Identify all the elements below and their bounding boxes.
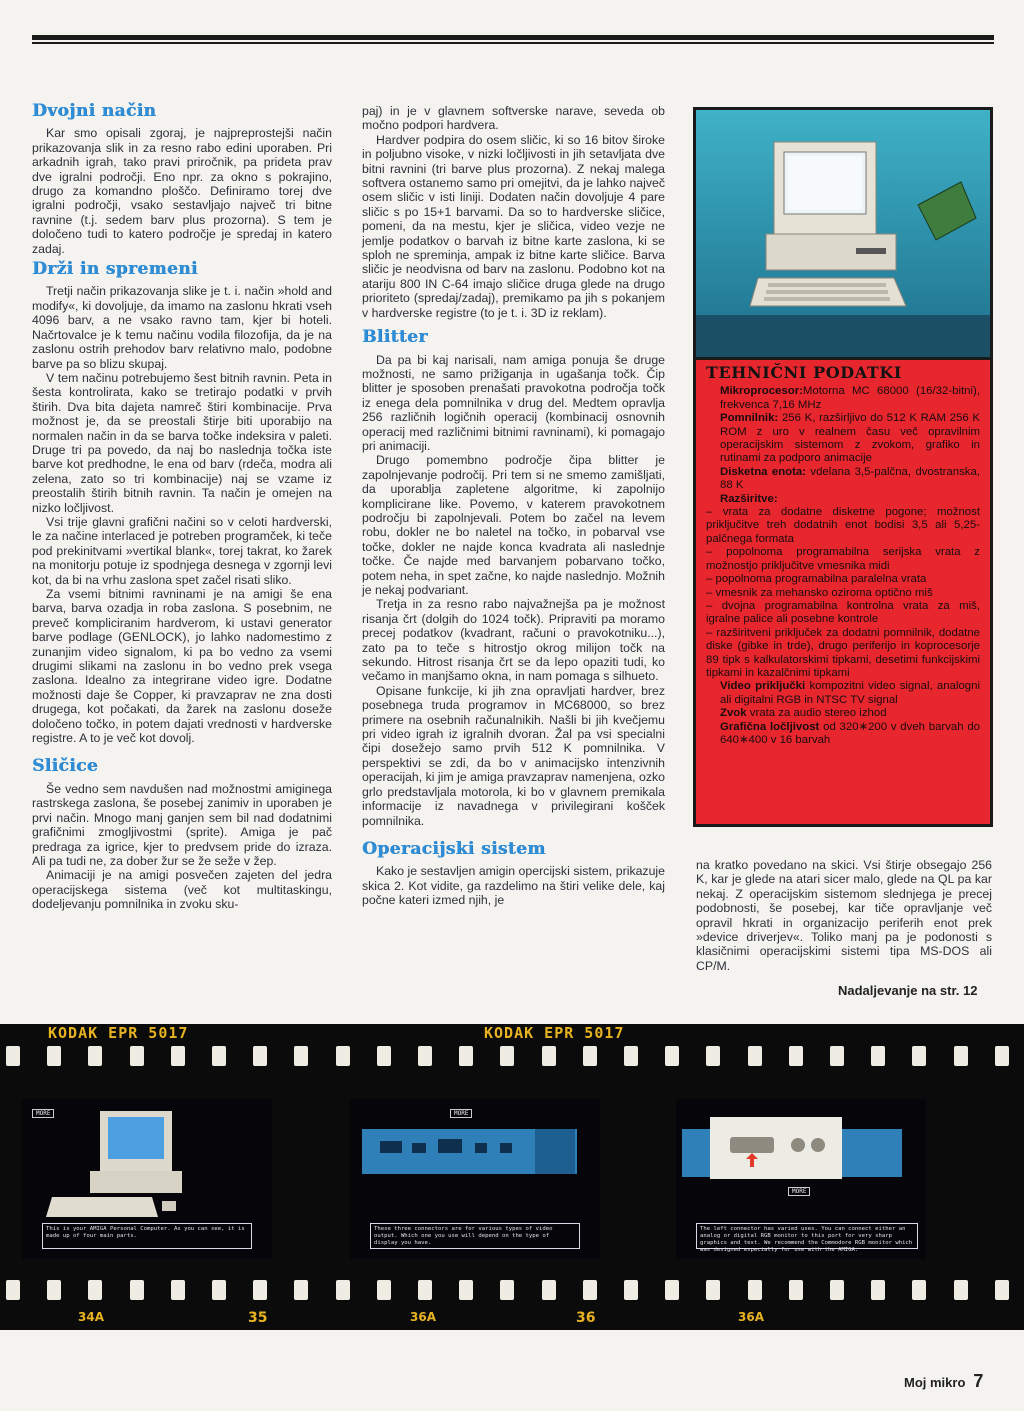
film-perforation: [995, 1280, 1009, 1300]
film-perforation: [830, 1046, 844, 1066]
spec-value: od 320∗200 v dveh barvah do 640∗400 v 16 barvah: [720, 720, 980, 746]
film-perforation: [459, 1280, 473, 1300]
top-rule-thin: [32, 42, 994, 44]
column-2: [362, 104, 665, 908]
film-perforation: [336, 1280, 350, 1300]
paragraph: paj) in je v glavnem softverske narave, seveda ob močno podpori hardvera.: [362, 104, 665, 133]
spec-value: Motorna MC 68000 (16/32-bitni), frekvenca 7,16 MHz: [720, 385, 980, 411]
film-perforation: [294, 1046, 308, 1066]
film-perforation: [336, 1046, 350, 1066]
film-perforation: [830, 1280, 844, 1300]
film-perforation: [418, 1046, 432, 1066]
film-perforation: [583, 1280, 597, 1300]
continued-note: Nadaljevanje na str. 12: [838, 983, 978, 998]
film-perforation: [253, 1280, 267, 1300]
film-perforation: [171, 1046, 185, 1066]
film-perforation: [624, 1280, 638, 1300]
spec-expansion-item: – vrata za dodatne disketne pogone; možnost priključitve treh dodatnih enot bodisi 3,5 ali 5,25-palčnega formata: [706, 506, 980, 545]
paragraph: Opisane funkcije, ki jih zna opravljati hardver, brez posebnega truda programov in MC68000, so brez primere na osebnih računalnikih. Našli bi jih kvečjemu pri video igrah iz igralnih dvoran. Žal pa vsi specialni čipi dosežejo samo prvih 512 K pomnilnika. V perspektivi se zdi, da bo v animacijsko intenzivnih operacijah, ki jim je amiga pravzaprav namenjena, ozko grlo predstavljala motorola, ki bo v glavnem premikala informacije iz navadnega v privilegirani košček pomnilnika.: [362, 683, 665, 828]
spec-expansion-item: – popolnoma programabilna paralelna vrata: [706, 573, 927, 586]
paragraph: Tretji način prikazovanja slike je t. i. način »hold and modify«, ki dovoljuje, da imamo na zaslonu hkrati vseh 4096 barv, a ne vsako ravno tam, kjer bi hoteli. Načrtovalce je k temu načinu vodila filozofija, da je na zaslonu ostrih prehodov barv relativno malo, podobne barve pa so blizu skupaj.: [32, 284, 332, 371]
page-number: 7: [973, 1371, 984, 1391]
amiga-computer-illustration: [696, 110, 990, 358]
frame-caption: This is your AMIGA Personal Computer. As you can see, it is made up of four main parts.: [42, 1223, 252, 1249]
film-perforation: [500, 1280, 514, 1300]
magazine-name: Moj mikro: [904, 1375, 966, 1390]
film-perforation: [912, 1280, 926, 1300]
film-perforation: [130, 1046, 144, 1066]
heading-operacijski-sistem: Operacijski sistem: [362, 838, 546, 859]
film-perforation: [542, 1280, 556, 1300]
spec-expansion-item: – vmesnik za mehansko oziroma optično miš: [706, 586, 933, 599]
frame-number: 34A: [78, 1310, 104, 1324]
spec-graphics: [706, 721, 980, 748]
film-perforation: [6, 1280, 20, 1300]
spec-value: 256 K, razširljivo do 512 K RAM 256 K ROM z uro v realnem času več opravilnim operacijskim sistemom z zvokom, grafiko in rutinami za podporo animacije: [720, 412, 980, 465]
film-perforation: [459, 1046, 473, 1066]
heading-drzi-in-spremeni: Drži in spremeni: [32, 259, 198, 280]
film-perforation: [871, 1280, 885, 1300]
column-1: [32, 101, 332, 912]
spec-label: Pomnilnik:: [720, 412, 779, 425]
film-perforation: [954, 1280, 968, 1300]
spec-expansion-item: – dvojna programabilna kontrolna vrata za miš, igralne palice ali posebne kontrole: [706, 599, 980, 626]
film-perforation: [954, 1046, 968, 1066]
frame-caption: These three connectors are for various types of video output. Which one you use will depend on the type of display you have.: [370, 1223, 580, 1249]
film-perforation: [47, 1280, 61, 1300]
paragraph: Animaciji je na amigi posvečen zajeten del jedra operacijskega sistema (več kot multitaskingu, dodeljevanju pomnilnika in zvoku sku-: [32, 868, 332, 912]
film-perforation: [212, 1280, 226, 1300]
frame-number: 36A: [410, 1310, 436, 1324]
spec-disk: [706, 466, 980, 493]
page-footer: [904, 1371, 983, 1392]
more-label: MORE: [450, 1109, 472, 1118]
film-perforation: [253, 1046, 267, 1066]
spec-expansion-item: – razširitveni priključek za dodatni pomnilnik, dodatne diske (gibke in trde), drugo periferijo in koprocesorje 89 tipk s kalkulatorskimi tipkami, desetimi funkcijskimi tipkami in kazalčnimi tipkami: [706, 626, 980, 679]
technical-specs-box: [693, 357, 993, 827]
film-perforation: [871, 1046, 885, 1066]
film-perforation: [789, 1046, 803, 1066]
paragraph: Tretja in za resno rabo najvažnejša pa je možnost risanja črt (dolgih do 1024 točk). Pripraviti pa moramo precej podatkov (kvadrant, računi o pravokotniku...), zato pa to teče s hitrostjo okrog milijon točk na sekundo. Hitrost risanja črt se da lepo opaziti tudi, ko večamo in manjšamo okna, in nam pomaga s silhueto.: [362, 597, 665, 684]
paragraph: Za vsemi bitnimi ravninami je na amigi še ena barva, barva ozadja in roba zaslona. S posebnim, ne preveč kompliciranim hardverom, ki ustavi generator barve podlage (GENLOCK), jo lahko nadomestimo z zunanjim video signalom, ki pa bo vedno za vsemi drugimi slikami na zaslonu in bo vedno prek vsega zaslona. Idealno za integrirane video igre. Dodatne možnosti daje še Copper, ki pravzaprav ne zna dosti drugega, kot počakati, da žarek na zaslonu doseže določeno točko, in potem dajati vrednosti v hardverske registre. A to je več kot dovolj.: [32, 587, 332, 746]
film-strip: [0, 1024, 1024, 1330]
paragraph: V tem načinu potrebujemo šest bitnih ravnin. Peta in šesta kontrolirata, kako se tretirajo podatki v prvih štirih. Dva bita dajeta namreč štiri kombinacije. Prva možnost je, da se preostali štirje biti uporabijo na normalen način in da se barva točke indeksira v paleti. Druge tri pa povedo, da naj bo naslednja točka iste barve kot predhodne, le ena od barv (rdeča, modra ali zelena, zato so tri kombinacije) naj se vzame iz preostalih štirih bitnih ravnin. Ta način je omejen na nizko ločljivost.: [32, 370, 332, 515]
film-perforation: [706, 1280, 720, 1300]
film-edge-print: KODAK EPR 5017: [48, 1024, 189, 1042]
film-perforation: [748, 1046, 762, 1066]
spec-label: Zvok: [720, 707, 747, 720]
spec-label: Disketna enota:: [720, 465, 807, 478]
paragraph: Kar smo opisali zgoraj, je najpreprostejši način prikazovanja slik in za resno rabo edini uporaben. Pri arkadnih igrah, tako pravi priročnik, pa prideta prav dve igralni področji. Eno npr. za okno s pokrajino, drugo za komandno ploščo. Definiramo torej dve igralni področji, vsako sestavljajo največ tri bitne ravnine (t.j. sedem barv plus prozorna). S tem je določeno tudi to katero področje je spredaj in katero zadaj.: [32, 126, 332, 256]
spec-label: Grafična ločljivost: [720, 720, 820, 733]
heading-dvojni-nacin: Dvojni način: [32, 101, 157, 121]
film-perforation: [789, 1280, 803, 1300]
film-perforation: [665, 1046, 679, 1066]
film-perforation: [500, 1046, 514, 1066]
amiga-computer-icon: [22, 1099, 272, 1219]
film-perforation: [377, 1046, 391, 1066]
column-3: [696, 858, 992, 973]
more-label: MORE: [32, 1109, 54, 1118]
spec-sound: [706, 707, 980, 720]
rgb-connector-icon: [676, 1099, 926, 1219]
spec-memory: [706, 412, 980, 466]
film-frame-3: [676, 1099, 926, 1259]
spec-video: [706, 680, 980, 707]
spec-value: kompozitni video signal, analogni ali digitalni RGB in NTSC TV signal: [720, 680, 981, 706]
spec-expansion-item: – popolnoma programabilna serijska vrata z možnostjo priključitve vmesnika midi: [706, 546, 980, 572]
paragraph: Vsi trije glavni grafični načini so v celoti hardverski, le za načine interlaced je potreben programček, ki teče pod prekinitvami »vertikal blank«, torej takrat, ko žarek na monitorju potuje iz spodnjega desnega v zgornji levi kot, da bi na vrhu zaslona spet začel risati sliko.: [32, 514, 332, 587]
spec-expansions-label: [706, 493, 980, 506]
spec-cpu: [706, 385, 980, 412]
film-perforation: [377, 1280, 391, 1300]
paragraph: Drugo pomembno področje čipa blitter je zapolnjevanje področij. Pri tem si ne smemo zamišljati, da uporablja zapletene algoritme, ki zapolnijo komplicirane like. Povemo, v katerem pravokotnem področju bi zapolnjevali. Potem bo začel na levem robu, dokler ne bo naletel na točko, in pobarval vse točke, dokler ne najde konca kvadrata ali naslednje točke. Če najde med barvanjem pobarvano točko, potem neha, in spet začne, ko najde naslednjo. Možnih je nekaj podvariant.: [362, 453, 665, 597]
rear-panel-connectors-icon: [350, 1099, 600, 1219]
paragraph: Še vedno sem navdušen nad možnostmi amiginega rastrskega zaslona, še posebej zanimiv in uporaben je prvi način. Mnogo manj ganjen sem bil nad dodatnimi grafičnimi zmogljivostmi (sprite). Amiga je pač predraga za igrice, kjer to predvsem pride do izraza. Ali pa tudi ne, za dober žur se že seže v žep.: [32, 781, 332, 868]
frame-caption: The left connector has varied uses. You can connect either an analog or digital RGB monitor to this port for very sharp graphics and text. We recommend the Commodore RGB monitor which was designed especially for use with the AMIGA.: [696, 1223, 918, 1249]
paragraph: Da pa bi kaj narisali, nam amiga ponuja še druge možnosti, ne samo prižiganja in ugašanja točk. Čip blitter je sposoben prenašati pravokotna področja točk iz enega dela pomnilnika v drug del. Medtem opravlja 256 različnih logičnih operacij (kombinacij osnovnih operacij med različnimi bitnimi ravninami), ki pomagajo pri animaciji.: [362, 352, 665, 453]
film-perforation: [88, 1046, 102, 1066]
film-perforation: [88, 1280, 102, 1300]
film-perforation: [706, 1046, 720, 1066]
film-perforation: [130, 1280, 144, 1300]
spec-label: Video priključki: [720, 680, 806, 693]
film-perforation: [748, 1280, 762, 1300]
film-frame-2: [350, 1099, 600, 1259]
paragraph: Kako je sestavljen amigin opercijski sistem, prikazuje skica 2. Kot vidite, ga razdelimo na štiri velike dele, kaj počne kateri izmed njih, je: [362, 864, 665, 908]
spec-label: Razširitve:: [720, 492, 778, 505]
film-perforation: [583, 1046, 597, 1066]
film-perforation: [665, 1280, 679, 1300]
heading-slicice: Sličice: [32, 756, 98, 777]
specs-title: TEHNIČNI PODATKI: [706, 363, 903, 382]
heading-blitter: Blitter: [362, 327, 428, 348]
film-perforation: [418, 1280, 432, 1300]
film-perforation: [294, 1280, 308, 1300]
spec-value: vdelana 3,5-palčna, dvostranska, 88 K: [720, 465, 980, 492]
film-perforation: [47, 1046, 61, 1066]
frame-number: 35: [248, 1310, 268, 1326]
film-perforation: [6, 1046, 20, 1066]
more-label: MORE: [788, 1187, 810, 1196]
top-rule: [32, 35, 994, 40]
film-frame-1: [22, 1099, 272, 1259]
film-perforation: [995, 1046, 1009, 1066]
paragraph: na kratko povedano na skici. Vsi štirje obsegajo 256 K, kar je glede na atari sicer malo, glede na QL pa kar nekaj. Z operacijskim sistemom slednjega je precej podobnosti, še posebej, kar tiče opravljanje več opravil hkrati in organizacijo periferih enot prek »device driverjev«. Toliko manj pa je podonosti s klasičnimi operacijskimi sistemi tipa MS-DOS ali CP/M.: [696, 858, 992, 973]
film-perforation: [624, 1046, 638, 1066]
film-edge-print: KODAK EPR 5017: [484, 1024, 625, 1042]
film-perforation: [212, 1046, 226, 1066]
spec-value: vrata za audio stereo izhod: [749, 707, 887, 720]
frame-number: 36A: [738, 1310, 764, 1324]
paragraph: Hardver podpira do osem sličic, ki so 16 bitov široke in poljubno visoke, v nizki ločljivosti in jih setavljata dve bitni ravnini (tri barve plus prozorna). Z nekaj malega softvera ostanemo samo pri omejitvi, da je lahko največ osem sličic v isti liniji. Dodaten način dovoljuje 4 pare sličic s po 15+1 barvami. Da so to hardverske sličice, pomeni, da na mestu, kjer je sličica, video vezje ne jemlje podatkov o barvah iz bitne karte zaslona, ki se sploh ne spreminja, ampak iz bitne karte sličice. Barva sličic je neodvisna od barv na zaslonu. Podobno kot na atariju 800 IN C-64 imajo sličice druga glede na drugo prioriteto (spredaj/zadaj), premikamo pa jih s pokanjem v hardverske registre (to je t. i. 3D iz reklam).: [362, 132, 665, 320]
amiga-photo: [693, 107, 993, 361]
film-perforation: [542, 1046, 556, 1066]
film-perforation: [171, 1280, 185, 1300]
frame-number: 36: [576, 1310, 596, 1326]
film-perforation: [912, 1046, 926, 1066]
spec-label: Mikroprocesor:: [720, 385, 803, 398]
